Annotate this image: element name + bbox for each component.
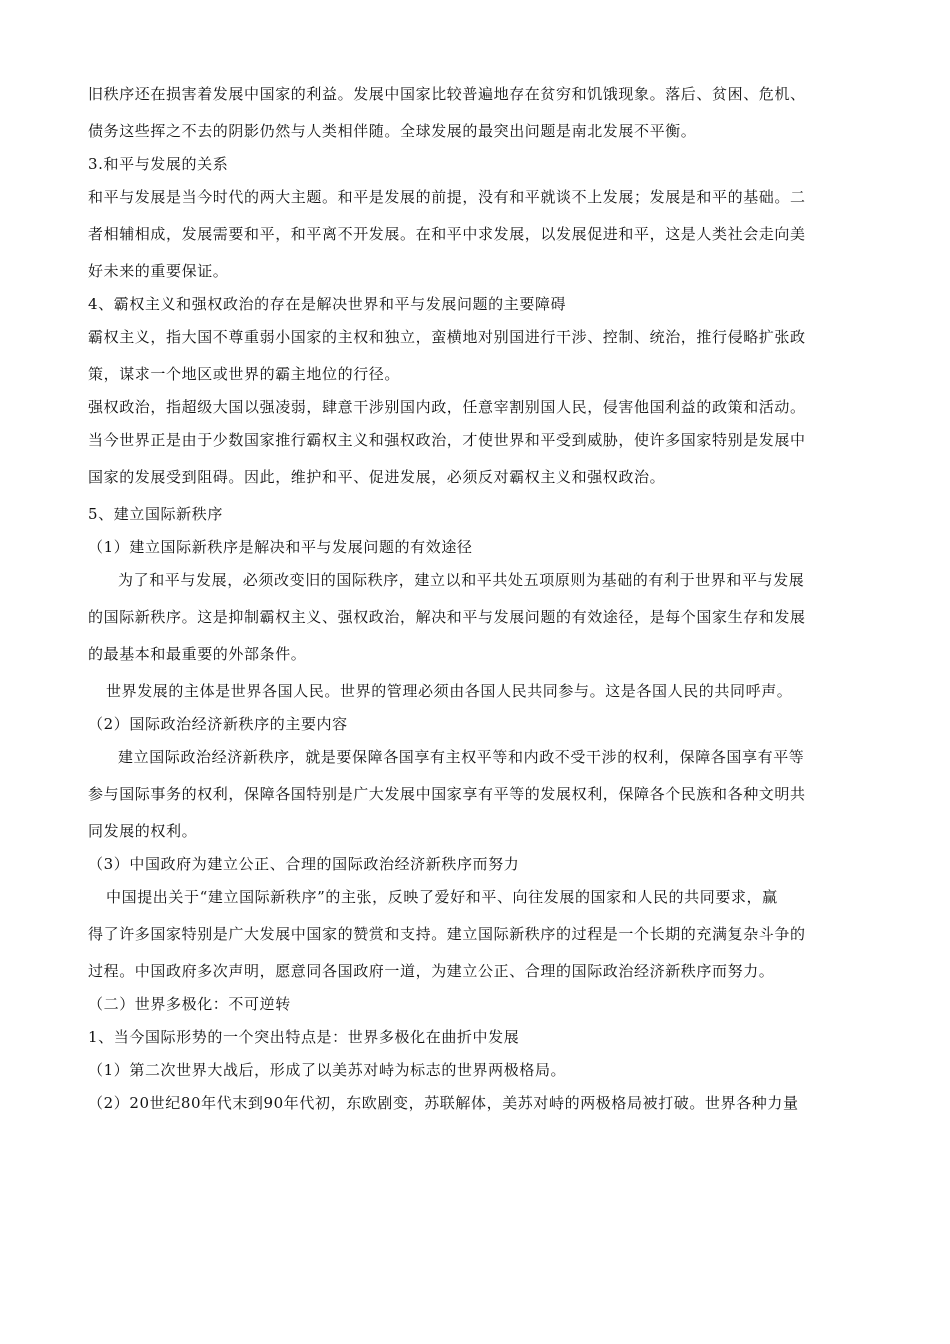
paragraph-line: 强权政治，指超级大国以强凌弱，肆意干涉别国内政，任意宰割别国人民，侵害他国利益的政策和活动。: [88, 398, 806, 416]
paragraph-line: 策，谋求一个地区或世界的霸主地位的行径。: [88, 365, 401, 383]
paragraph-line: 的国际新秩序。这是抑制霸权主义、强权政治，解决和平与发展问题的有效途径，是每个国家生存和发展: [88, 608, 806, 626]
section-heading: （二）世界多极化：不可逆转: [88, 995, 291, 1013]
paragraph-line: 同发展的权利。: [88, 822, 198, 840]
paragraph-line: 中国提出关于“建立国际新秩序”的主张，反映了爱好和平、向往发展的国家和人民的共同要求，赢: [106, 888, 778, 906]
paragraph-line: 过程。中国政府多次声明，愿意同各国政府一道，为建立公正、合理的国际政治经济新秩序而努力。: [88, 962, 775, 980]
section-heading: 4、霸权主义和强权政治的存在是解决世界和平与发展问题的主要障碍: [88, 295, 567, 313]
document-page: [88, 76, 863, 1122]
subsection-heading: （2）国际政治经济新秩序的主要内容: [88, 715, 348, 733]
paragraph-line: 旧秩序还在损害着发展中国家的利益。发展中国家比较普遍地存在贫穷和饥饿现象。落后、贫困、危机、: [88, 85, 806, 103]
section-heading: 1、当今国际形势的一个突出特点是：世界多极化在曲折中发展: [88, 1028, 520, 1046]
paragraph-line: （1）第二次世界大战后，形成了以美苏对峙为标志的世界两极格局。: [88, 1061, 567, 1079]
paragraph-line: 世界发展的主体是世界各国人民。世界的管理必须由各国人民共同参与。这是各国人民的共同呼声。: [106, 682, 793, 700]
section-heading: 3.和平与发展的关系: [88, 155, 229, 173]
paragraph-line: 为了和平与发展，必须改变旧的国际秩序，建立以和平共处五项原则为基础的有利于世界和平与发展: [118, 571, 805, 589]
subsection-heading: （3）中国政府为建立公正、合理的国际政治经济新秩序而努力: [88, 855, 520, 873]
section-heading: 5、建立国际新秩序: [88, 505, 223, 523]
paragraph-line: 国家的发展受到阻碍。因此，维护和平、促进发展，必须反对霸权主义和强权政治。: [88, 468, 666, 486]
paragraph-line: 好未来的重要保证。: [88, 262, 229, 280]
paragraph-line: 债务这些挥之不去的阴影仍然与人类相伴随。全球发展的最突出问题是南北发展不平衡。: [88, 122, 697, 140]
paragraph-line: 霸权主义，指大国不尊重弱小国家的主权和独立，蛮横地对别国进行干涉、控制、统治，推行侵略扩张政: [88, 328, 806, 346]
paragraph-line: 当今世界正是由于少数国家推行霸权主义和强权政治，才使世界和平受到威胁，使许多国家特别是发展中: [88, 431, 806, 449]
paragraph-line: 和平与发展是当今时代的两大主题。和平是发展的前提，没有和平就谈不上发展；发展是和平的基础。二: [88, 188, 806, 206]
paragraph-line: 建立国际政治经济新秩序，就是要保障各国享有主权平等和内政不受干涉的权利，保障各国享有平等: [118, 748, 805, 766]
paragraph-line: 者相辅相成，发展需要和平，和平离不开发展。在和平中求发展，以发展促进和平，这是人类社会走向美: [88, 225, 806, 243]
paragraph-line: 参与国际事务的权利，保障各国特别是广大发展中国家享有平等的发展权利，保障各个民族和各种文明共: [88, 785, 806, 803]
subsection-heading: （1）建立国际新秩序是解决和平与发展问题的有效途径: [88, 538, 473, 556]
paragraph-line: （2）20世纪80年代末到90年代初，东欧剧变，苏联解体，美苏对峙的两极格局被打破。世界各种力量: [88, 1094, 799, 1112]
paragraph-line: 得了许多国家特别是广大发展中国家的赞赏和支持。建立国际新秩序的过程是一个长期的充满复杂斗争的: [88, 925, 806, 943]
paragraph-line: 的最基本和最重要的外部条件。: [88, 645, 307, 663]
